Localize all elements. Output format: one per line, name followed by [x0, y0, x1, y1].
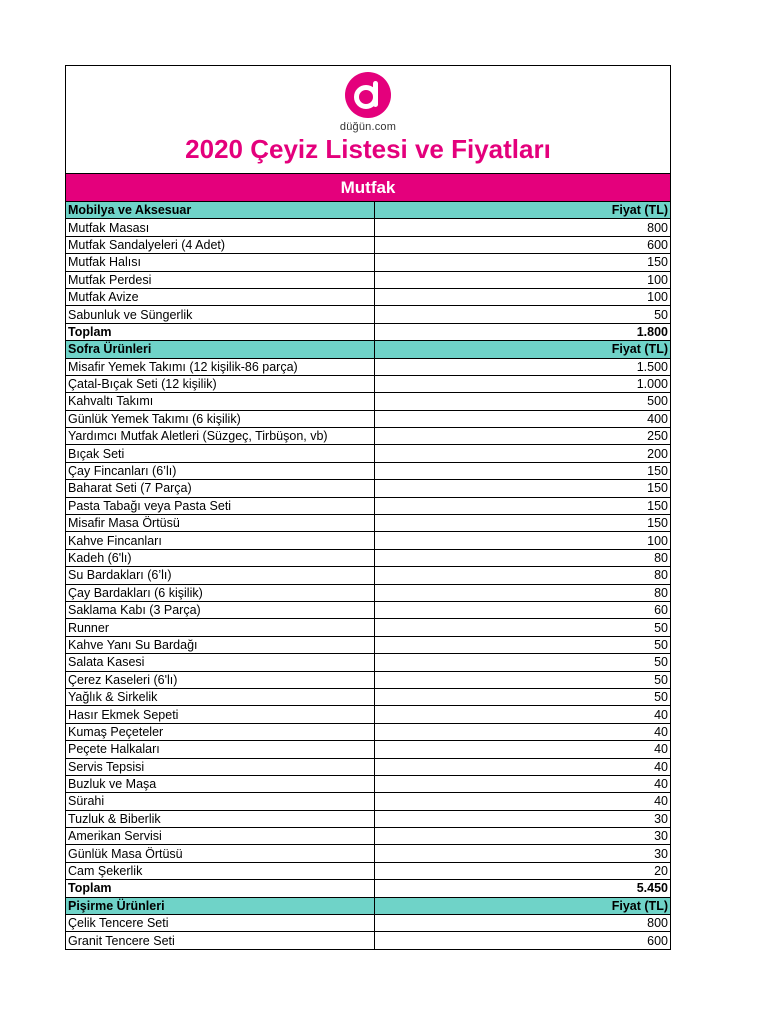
- item-name: Su Bardakları (6’lı): [66, 567, 375, 584]
- item-name: Runner: [66, 619, 375, 636]
- item-price: 20: [375, 862, 671, 879]
- table-row: [66, 462, 670, 479]
- item-price: 40: [375, 758, 671, 775]
- table-row: [66, 636, 670, 653]
- item-price: 80: [375, 584, 671, 601]
- item-name: Cam Şekerlik: [66, 862, 375, 879]
- item-price: 150: [375, 480, 671, 497]
- price-column-header: Fiyat (TL): [375, 897, 671, 914]
- table-row: [66, 375, 670, 392]
- item-name: Amerikan Servisi: [66, 828, 375, 845]
- item-name: Yardımcı Mutfak Aletleri (Süzgeç, Tirbüşon, vb): [66, 428, 375, 445]
- table-row: [66, 862, 670, 879]
- item-name: Kahve Yanı Su Bardağı: [66, 636, 375, 653]
- item-name: Pasta Tabağı veya Pasta Seti: [66, 497, 375, 514]
- item-price: 50: [375, 671, 671, 688]
- item-price: 100: [375, 288, 671, 305]
- item-name: Baharat Seti (7 Parça): [66, 480, 375, 497]
- table-row: [66, 758, 670, 775]
- item-name: Mutfak Avize: [66, 288, 375, 305]
- item-name: Kahvaltı Takımı: [66, 393, 375, 410]
- item-price: 80: [375, 549, 671, 566]
- table-row: [66, 288, 670, 305]
- item-price: 50: [375, 636, 671, 653]
- item-name: Toplam: [66, 323, 375, 340]
- total-row: [66, 323, 670, 340]
- table-row: [66, 271, 670, 288]
- item-price: 1.500: [375, 358, 671, 375]
- item-name: Kahve Fincanları: [66, 532, 375, 549]
- item-price: 800: [375, 219, 671, 236]
- item-price: 800: [375, 915, 671, 932]
- item-name: Çelik Tencere Seti: [66, 915, 375, 932]
- dugun-logo-icon: [345, 72, 391, 118]
- table-row: [66, 793, 670, 810]
- item-price: 40: [375, 775, 671, 792]
- item-name: Günlük Yemek Takımı (6 kişilik): [66, 410, 375, 427]
- item-name: Mutfak Halısı: [66, 254, 375, 271]
- item-price: 150: [375, 462, 671, 479]
- price-column-header: Fiyat (TL): [375, 202, 671, 219]
- item-name: Yağlık & Sirkelik: [66, 688, 375, 705]
- item-price: 40: [375, 793, 671, 810]
- item-price: 150: [375, 515, 671, 532]
- price-list-sheet: [65, 65, 671, 950]
- total-row: [66, 880, 670, 897]
- table-row: [66, 688, 670, 705]
- brand-logo: [66, 72, 670, 133]
- price-table: [66, 202, 670, 949]
- item-name: Kumaş Peçeteler: [66, 723, 375, 740]
- section-header: Mutfak: [66, 174, 670, 202]
- item-name: Misafir Yemek Takımı (12 kişilik-86 parça): [66, 358, 375, 375]
- table-row: [66, 845, 670, 862]
- sheet-header: [66, 66, 670, 174]
- item-name: Kadeh (6'lı): [66, 549, 375, 566]
- category-header-row: [66, 202, 670, 219]
- item-price: 60: [375, 601, 671, 618]
- item-price: 400: [375, 410, 671, 427]
- table-row: [66, 723, 670, 740]
- item-price: 50: [375, 654, 671, 671]
- item-name: Misafir Masa Örtüsü: [66, 515, 375, 532]
- table-row: [66, 428, 670, 445]
- category-header-row: [66, 897, 670, 914]
- item-name: Çerez Kaseleri (6'lı): [66, 671, 375, 688]
- category-name: Mobilya ve Aksesuar: [66, 202, 375, 219]
- table-row: [66, 810, 670, 827]
- item-name: Sürahi: [66, 793, 375, 810]
- item-price: 600: [647, 933, 668, 948]
- item-price: 150: [375, 497, 671, 514]
- item-name: Çay Bardakları (6 kişilik): [66, 584, 375, 601]
- table-row: [66, 515, 670, 532]
- item-name: Buzluk ve Maşa: [66, 775, 375, 792]
- item-price: 50: [375, 688, 671, 705]
- table-row: [66, 306, 670, 323]
- item-name: Peçete Halkaları: [66, 741, 375, 758]
- table-row: [66, 915, 670, 932]
- table-row: [66, 254, 670, 271]
- item-name: Mutfak Masası: [66, 219, 375, 236]
- item-name: Tuzluk & Biberlik: [66, 810, 375, 827]
- item-name: Toplam: [66, 880, 375, 897]
- item-price: 30: [375, 810, 671, 827]
- item-price: 40: [375, 706, 671, 723]
- item-name: Hasır Ekmek Sepeti: [66, 706, 375, 723]
- item-name: Sabunluk ve Süngerlik: [66, 306, 375, 323]
- item-price: 200: [375, 445, 671, 462]
- table-row: [66, 480, 670, 497]
- category-header-row: [66, 341, 670, 358]
- item-price: 80: [375, 567, 671, 584]
- item-price: 600: [375, 236, 671, 253]
- logo-text: düğün.com: [339, 121, 397, 133]
- item-price: 40: [375, 723, 671, 740]
- item-price: 250: [375, 428, 671, 445]
- item-price: 500: [375, 393, 671, 410]
- item-name: Mutfak Perdesi: [66, 271, 375, 288]
- table-row: [66, 828, 670, 845]
- item-price: 50: [375, 306, 671, 323]
- item-price: 30: [375, 845, 671, 862]
- item-price: 1.800: [375, 323, 671, 340]
- category-name: Pişirme Ürünleri: [66, 897, 375, 914]
- table-row: [66, 601, 670, 618]
- item-name: Salata Kasesi: [66, 654, 375, 671]
- item-name: Servis Tepsisi: [66, 758, 375, 775]
- price-column-header: Fiyat (TL): [375, 341, 671, 358]
- table-row: [66, 567, 670, 584]
- table-row: [66, 532, 670, 549]
- table-row: [66, 236, 670, 253]
- table-row: [66, 932, 670, 949]
- item-name: Granit Tencere Seti: [66, 932, 375, 949]
- table-row: [66, 410, 670, 427]
- table-row: [66, 445, 670, 462]
- item-name: Günlük Masa Örtüsü: [66, 845, 375, 862]
- page-title: 2020 Çeyiz Listesi ve Fiyatları: [185, 134, 551, 164]
- item-name: Saklama Kabı (3 Parça): [66, 601, 375, 618]
- item-price: 40: [375, 741, 671, 758]
- table-row: [66, 219, 670, 236]
- item-price: 100: [375, 271, 671, 288]
- item-price: 5.450: [375, 880, 671, 897]
- item-name: Çatal-Bıçak Seti (12 kişilik): [66, 375, 375, 392]
- item-price: 1.000: [375, 375, 671, 392]
- item-price: 150: [375, 254, 671, 271]
- item-price: 30: [375, 828, 671, 845]
- item-price: 100: [375, 532, 671, 549]
- item-name: Çay Fincanları (6’lı): [66, 462, 375, 479]
- item-price: 50: [375, 619, 671, 636]
- table-row: [66, 393, 670, 410]
- table-row: [66, 671, 670, 688]
- table-row: [66, 654, 670, 671]
- table-row: [66, 497, 670, 514]
- item-name: Mutfak Sandalyeleri (4 Adet): [66, 236, 375, 253]
- category-name: Sofra Ürünleri: [66, 341, 375, 358]
- table-row: [66, 741, 670, 758]
- table-row: [66, 775, 670, 792]
- table-row: [66, 584, 670, 601]
- item-name: Bıçak Seti: [66, 445, 375, 462]
- table-row: [66, 619, 670, 636]
- table-row: [66, 706, 670, 723]
- table-row: [66, 358, 670, 375]
- table-row: [66, 549, 670, 566]
